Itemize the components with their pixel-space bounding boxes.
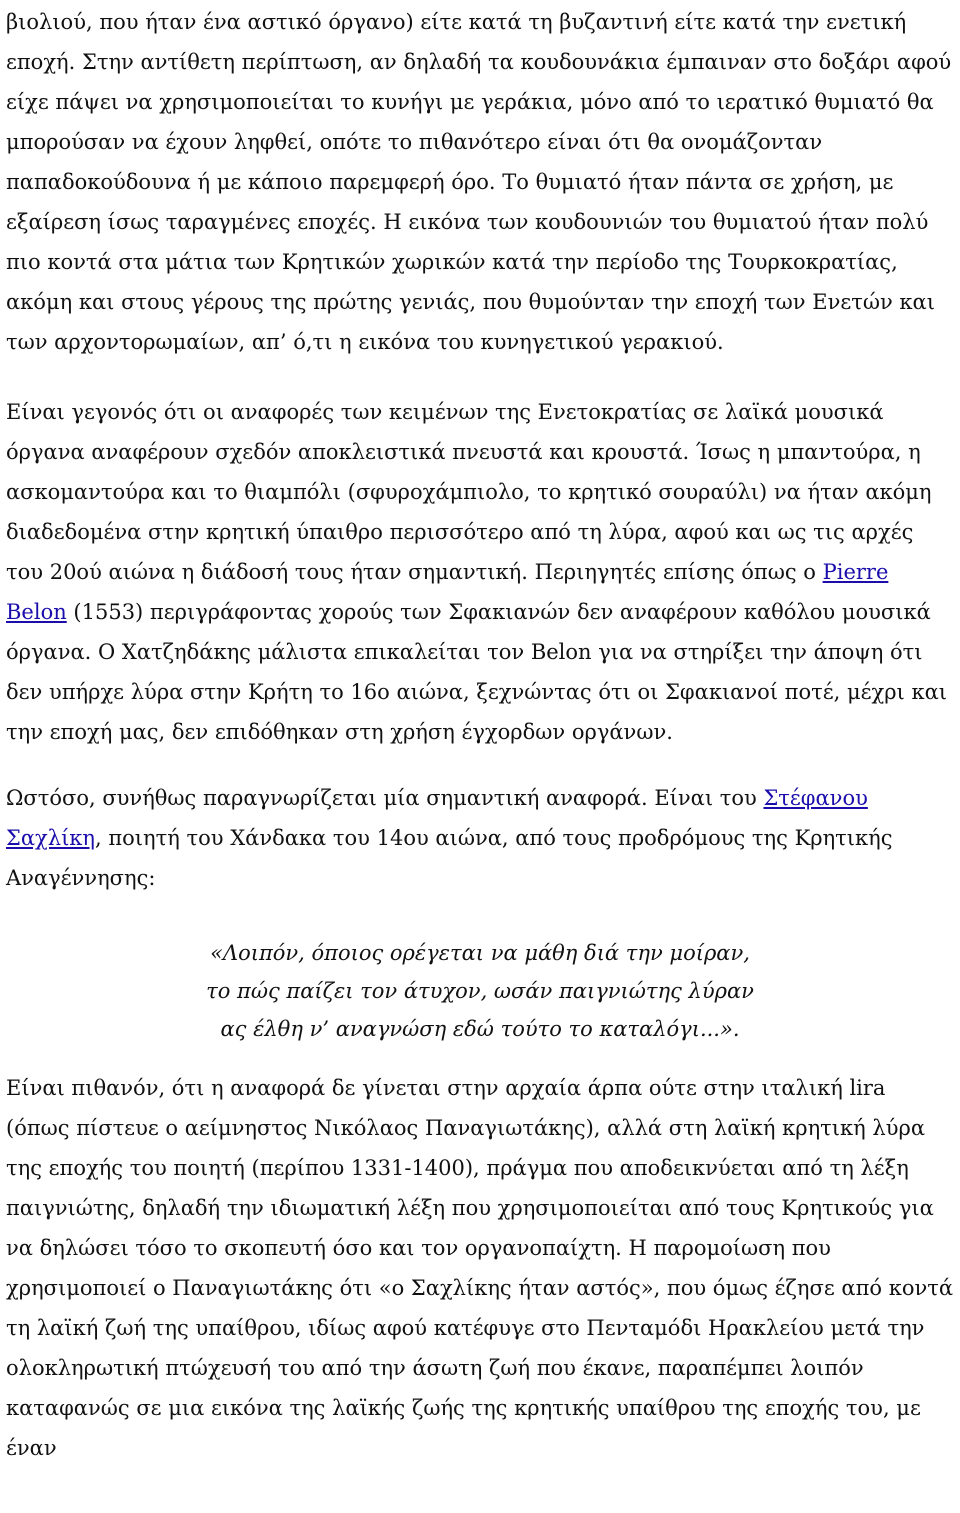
poem-line-2: το πώς παίζει τον άτυχον, ωσάν παιγνιώτης λύραν bbox=[206, 979, 754, 1003]
paragraph-bell-imagery bbox=[6, 2, 954, 362]
poem-line-3: ας έλθη ν’ αναγνώση εδώ τούτο το καταλόγι...». bbox=[220, 1017, 740, 1041]
paragraph-lyra-interpretation-text: Είναι πιθανόν, ότι η αναφορά δε γίνεται στην αρχαία άρπα ούτε στην ιταλική lira (όπως πίστευε ο αείμνηστος Νικόλαος Παναγιωτάκης), αλλά στη λαϊκή κρητική λύρα της εποχής του ποιητή (περίπου 1331-1400), πράγμα που αποδεικνύεται από τη λέξη παιγνιώτης, δηλαδή την ιδιωματική λέξη που χρησιμοποιείται από τους Κρητικούς για να δηλώσει τόσο το σκοπευτή όσο και τον οργανοπαίχτη. Η παρομοίωση που χρησιμοποιεί ο Παναγιωτάκης ότι «ο Σαχλίκης ήταν αστός», που όμως έζησε από κοντά τη λαϊκή ζωή της υπαίθρου, ιδίως αφού κατέφυγε στο Πενταμόδι Ηρακλείου μετά την ολοκληρωτική πτώχευσή του από την άσωτη ζωή που έκανε, παραπέμπει λοιπόν καταφανώς σε μια εικόνα της λαϊκής ζωής της κρητικής υπαίθρου της εποχής του, με έναν bbox=[6, 1076, 954, 1460]
paragraph-lyra-interpretation bbox=[6, 1068, 954, 1468]
paragraph-sachlikis-text-b: , ποιητή του Χάνδακα του 14ου αιώνα, από τους προδρόμους της Κρητικής Αναγέννησης: bbox=[6, 826, 893, 890]
poem-line-1: «Λοιπόν, όποιος ορέγεται να μάθη διά την μοίραν, bbox=[210, 941, 750, 965]
poem-quote bbox=[6, 934, 954, 1048]
paragraph-sachlikis-reference bbox=[6, 778, 954, 898]
paragraph-venetian-instruments-text-b: (1553) περιγράφοντας χορούς των Σφακιανών δεν αναφέρουν καθόλου μουσικά όργανα. Ο Χατζηδάκης μάλιστα επικαλείται τον Belon για να στηρίξει την άποψη ότι δεν υπήρχε λύρα στην Κρήτη το 16ο αιώνα, ξεχνώντας ότι οι Σφακιανοί ποτέ, μέχρι και την εποχή μας, δεν επιδόθηκαν στη χρήση έγχορδων οργάνων. bbox=[6, 600, 948, 744]
paragraph-venetian-instruments bbox=[6, 392, 954, 752]
pierre-belon-link[interactable]: Pierre Belon bbox=[6, 560, 889, 624]
paragraph-venetian-instruments-text-a: Είναι γεγονός ότι οι αναφορές των κειμένων της Ενετοκρατίας σε λαϊκά μουσικά όργανα αναφέρουν σχεδόν αποκλειστικά πνευστά και κρουστά. Ίσως η μπαντούρα, η ασκομαντούρα και το θιαμπόλι (σφυροχάμπιολο, το κρητικό σουραύλι) να ήταν ακόμη διαδεδομένα στην κρητική ύπαιθρο περισσότερο από τη λύρα, αφού και ως τις αρχές του 20ού αιώνα η διάδοσή τους ήταν σημαντική. Περιηγητές επίσης όπως ο bbox=[6, 400, 932, 584]
paragraph-bell-imagery-text: βιολιού, που ήταν ένα αστικό όργανο) είτε κατά τη βυζαντινή είτε κατά την ενετική εποχή. Στην αντίθετη περίπτωση, αν δηλαδή τα κουδουνάκια έμπαιναν στο δοξάρι αφού είχε πάψει να χρησιμοποιείται το κυνήγι με γεράκια, μόνο από το ιερατικό θυμιατό θα μπορούσαν να έχουν ληφθεί, οπότε το πιθανότερο είναι ότι θα ονομάζονταν παπαδοκούδουνα ή με κάποιο παρεμφερή όρο. Το θυμιατό ήταν πάντα σε χρήση, με εξαίρεση ίσως ταραγμένες εποχές. Η εικόνα των κουδουνιών του θυμιατού ήταν πολύ πιο κοντά στα μάτια των Κρητικών χωρικών κατά την περίοδο της Τουρκοκρατίας, ακόμη και στους γέρους της πρώτης γενιάς, που θυμούνταν την εποχή των Ενετών και των αρχοντορωμαίων, απ’ ό,τι η εικόνα του κυνηγετικού γερακιού. bbox=[6, 10, 952, 354]
stefanos-sachlikis-link[interactable]: Στέφανου Σαχλίκη bbox=[6, 786, 868, 850]
paragraph-sachlikis-text-a: Ωστόσο, συνήθως παραγνωρίζεται μία σημαντική αναφορά. Είναι του bbox=[6, 786, 764, 810]
